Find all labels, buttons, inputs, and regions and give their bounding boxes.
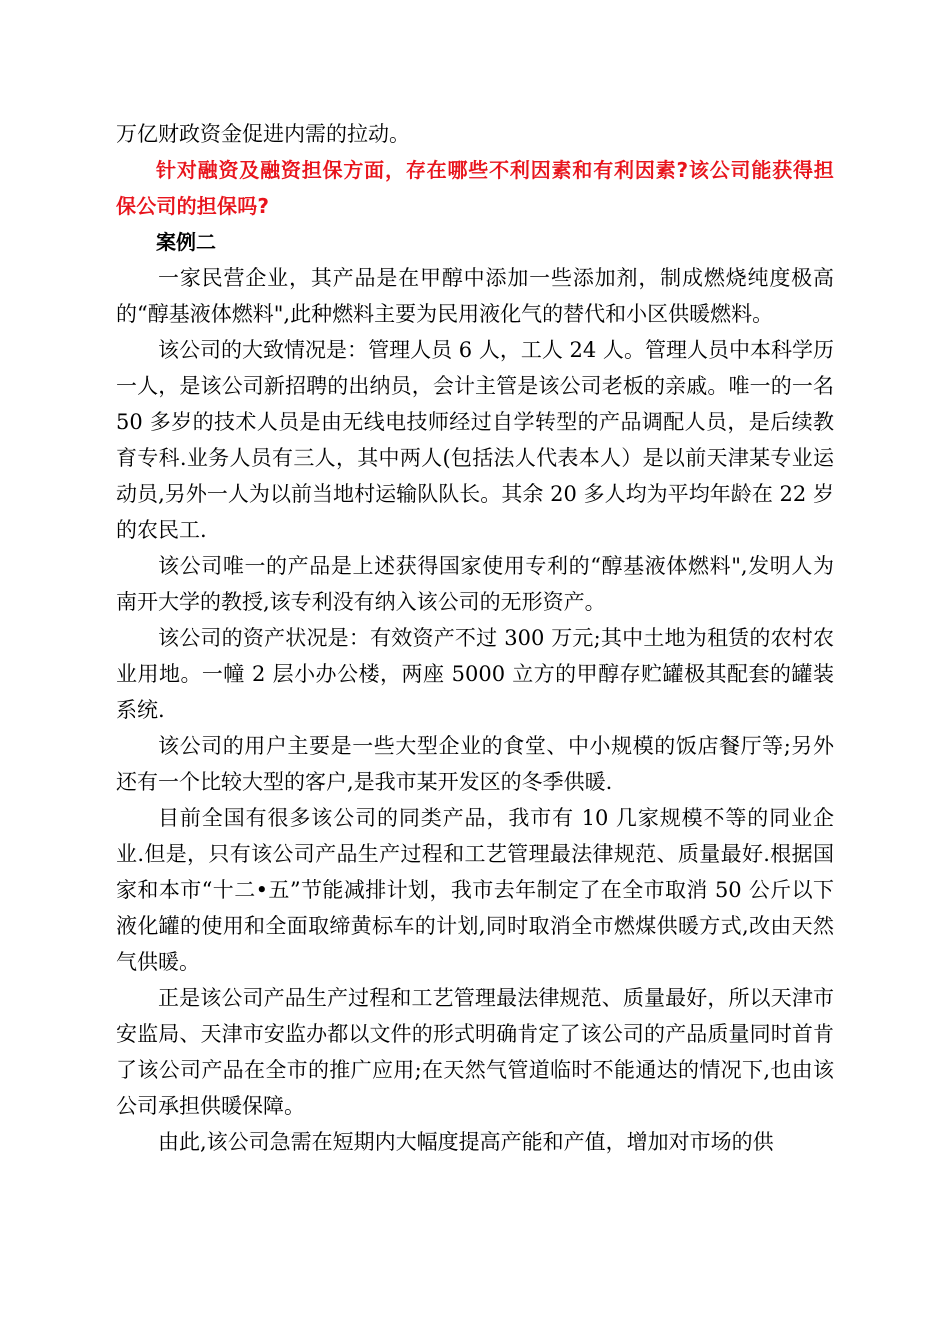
paragraph-approval: 正是该公司产品生产过程和工艺管理最法律规范、质量最好，所以天津市安监局、天津市安监办都以文件的形式明确肯定了该公司的产品质量同时首肯了该公司产品在全市的推广应用;在天然气管道临时不能通达的情况下,也由该公司承担供暖保障。 (116, 986, 834, 1118)
paragraph-product: 一家民营企业，其产品是在甲醇中添加一些添加剂，制成燃烧纯度极高的“醇基液体燃料",此种燃料主要为民用液化气的替代和小区供暖燃料。 (116, 266, 834, 326)
paragraph-customers: 该公司的用户主要是一些大型企业的食堂、中小规模的饭店餐厅等;另外还有一个比较大型的客户,是我市某开发区的冬季供暖. (116, 734, 834, 794)
section-heading: 案例二 (156, 230, 216, 254)
paragraph-assets: 该公司的资产状况是：有效资产不过 300 万元;其中土地为租赁的农村农业用地。一幢 2 层小办公楼，两座 5000 立方的甲醇存贮罐极其配套的罐装系统. (116, 626, 834, 722)
paragraph-patent: 该公司唯一的产品是上述获得国家使用专利的“醇基液体燃料",发明人为南开大学的教授,该专利没有纳入该公司的无形资产。 (116, 554, 834, 614)
paragraph-demand: 由此,该公司急需在短期内大幅度提高产能和产值，增加对市场的供 (158, 1130, 774, 1154)
document-body (116, 116, 834, 1160)
paragraph-continuation: 万亿财政资金促进内需的拉动。 (116, 122, 410, 146)
paragraph-market: 目前全国有很多该公司的同类产品，我市有 10 几家规模不等的同业企业.但是，只有该公司产品生产过程和工艺管理最法律规范、质量最好.根据国家和本市“十二•五”节能减排计划，我市去年制定了在全市取消 50 公斤以下液化罐的使用和全面取缔黄标车的计划,同时取消全市燃煤供暖方式,改由天然气供暖。 (116, 806, 834, 974)
question-paragraph: 针对融资及融资担保方面，存在哪些不利因素和有利因素?该公司能获得担保公司的担保吗? (116, 158, 834, 218)
paragraph-staff: 该公司的大致情况是：管理人员 6 人，工人 24 人。管理人员中本科学历一人，是该公司新招聘的出纳员，会计主管是该公司老板的亲戚。唯一的一名 50 多岁的技术人员是由无线电技师经过自学转型的产品调配人员，是后续教育专科.业务人员有三人，其中两人(包括法人代表本人）是以前天津某专业运动员,另外一人为以前当地村运输队队长。其余 20 多人均为平均年龄在 22 岁的农民工. (116, 338, 834, 542)
